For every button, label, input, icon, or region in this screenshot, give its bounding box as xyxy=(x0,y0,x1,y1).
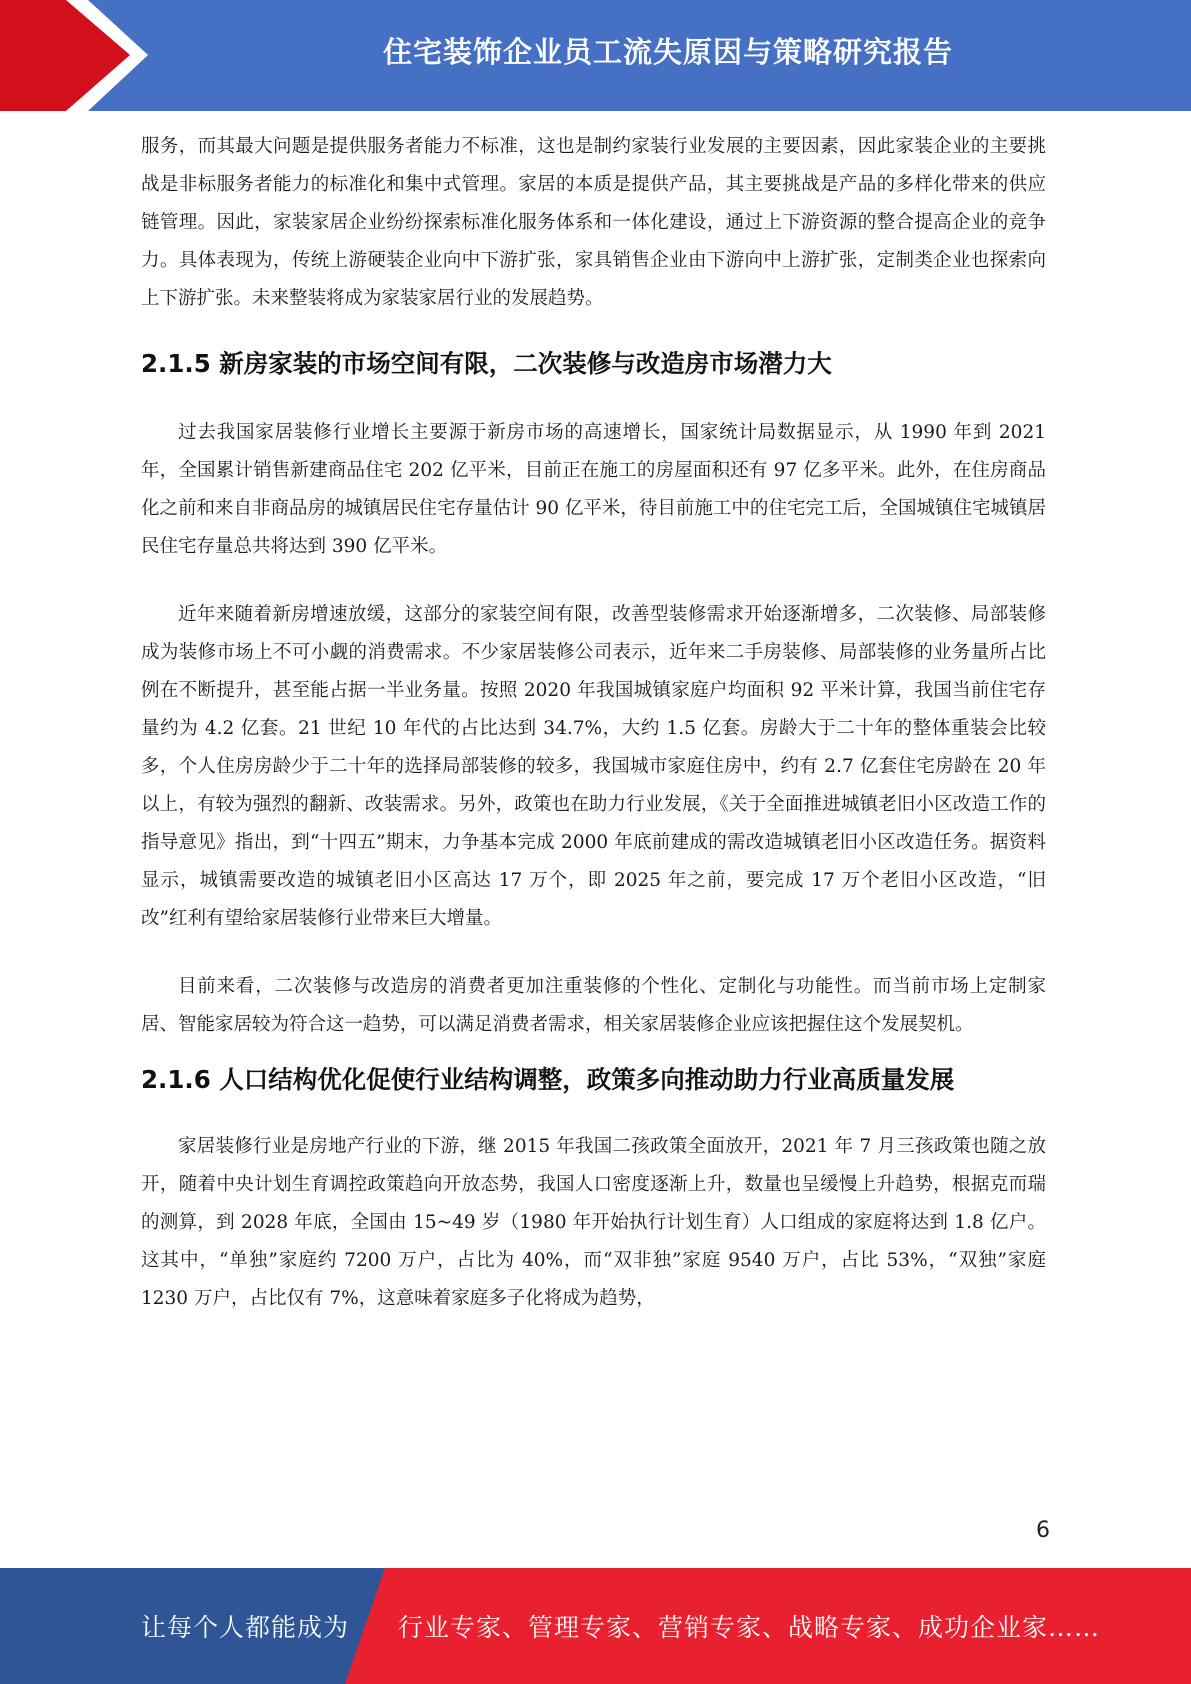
footer-slogan-right: 行业专家、管理专家、营销专家、战略专家、成功企业家…… xyxy=(398,1613,1101,1642)
section-heading-2-1-6: 2.1.6 人口结构优化促使行业结构调整，政策多向推动助力行业高质量发展 xyxy=(141,1065,955,1094)
footer-slogan-left: 让每个人都能成为 xyxy=(141,1613,350,1642)
paragraph-2-1-5-1: 过去我国家居装修行业增长主要源于新房市场的高速增长，国家统计局数据显示，从 1990 年到 2021 年，全国累计销售新建商品住宅 202 亿平米，目前正在施工的房屋面积还有 97 亿多平米。此外，在住房商品化之前和来自非商品房的城镇居民住宅存量估计 90 亿平米，待目前施工中的住宅完工后，全国城镇住宅城镇居民住宅存量总共将达到 390 亿平米。 xyxy=(141,422,1046,557)
paragraph-2-1-5-3: 目前来看，二次装修与改造房的消费者更加注重装修的个性化、定制化与功能性。而当前市场上定制家居、智能家居较为符合这一趋势，可以满足消费者需求，相关家居装修企业应该把握住这个发展契机。 xyxy=(141,976,1046,1035)
page-footer xyxy=(0,1568,1191,1684)
page-body xyxy=(141,128,1046,1318)
intro-paragraph: 服务，而其最大问题是提供服务者能力不标准，这也是制约家装行业发展的主要因素，因此家装企业的主要挑战是非标服务者能力的标准化和集中式管理。家居的本质是提供产品，其主要挑战是产品的多样化带来的供应链管理。因此，家装家居企业纷纷探索标准化服务体系和一体化建设，通过上下游资源的整合提高企业的竞争力。具体表现为，传统上游硬装企业向中下游扩张，家具销售企业由下游向中上游扩张，定制类企业也探索向上下游扩张。未来整装将成为家装家居行业的发展趋势。 xyxy=(141,136,1046,309)
paragraph-2-1-6-1: 家居装修行业是房地产行业的下游，继 2015 年我国二孩政策全面放开，2021 年 7 月三孩政策也随之放开，随着中央计划生育调控政策趋向开放态势，我国人口密度逐渐上升，数量也呈缓慢上升趋势，根据克而瑞的测算，到 2028 年底，全国由 15~49 岁（1980 年开始执行计划生育）人口组成的家庭将达到 1.8 亿户。这其中，“单独”家庭约 7200 万户，占比为 40%，而“双非独”家庭 9540 万户，占比 53%，“双独”家庭 1230 万户，占比仅有 7%，这意味着家庭多子化将成为趋势， xyxy=(141,1136,1046,1309)
paragraph-2-1-5-2: 近年来随着新房增速放缓，这部分的家装空间有限，改善型装修需求开始逐渐增多，二次装修、局部装修成为装修市场上不可小觑的消费需求。不少家居装修公司表示，近年来二手房装修、局部装修的业务量所占比例在不断提升，甚至能占据一半业务量。按照 2020 年我国城镇家庭户均面积 92 平米计算，我国当前住宅存量约为 4.2 亿套。21 世纪 10 年代的占比达到 34.7%，大约 1.5 亿套。房龄大于二十年的整体重装会比较多，个人住房房龄少于二十年的选择局部装修的较多，我国城市家庭住房中，约有 2.7 亿套住宅房龄在 20 年以上，有较为强烈的翻新、改装需求。另外，政策也在助力行业发展，《关于全面推进城镇老旧小区改造工作的指导意见》指出，到“十四五”期末，力争基本完成 2000 年底前建成的需改造城镇老旧小区改造任务。据资料显示，城镇需要改造的城镇老旧小区高达 17 万个，即 2025 年之前，要完成 17 万个老旧小区改造，“旧改”红利有望给家居装修行业带来巨大增量。 xyxy=(141,604,1046,929)
page-number: 6 xyxy=(1036,1518,1050,1543)
report-title: 住宅装饰企业员工流失原因与策略研究报告 xyxy=(382,35,953,69)
page-header xyxy=(0,0,1191,111)
header-arrow-decoration xyxy=(0,0,160,111)
section-heading-2-1-5: 2.1.5 新房家装的市场空间有限，二次装修与改造房市场潜力大 xyxy=(141,349,832,378)
